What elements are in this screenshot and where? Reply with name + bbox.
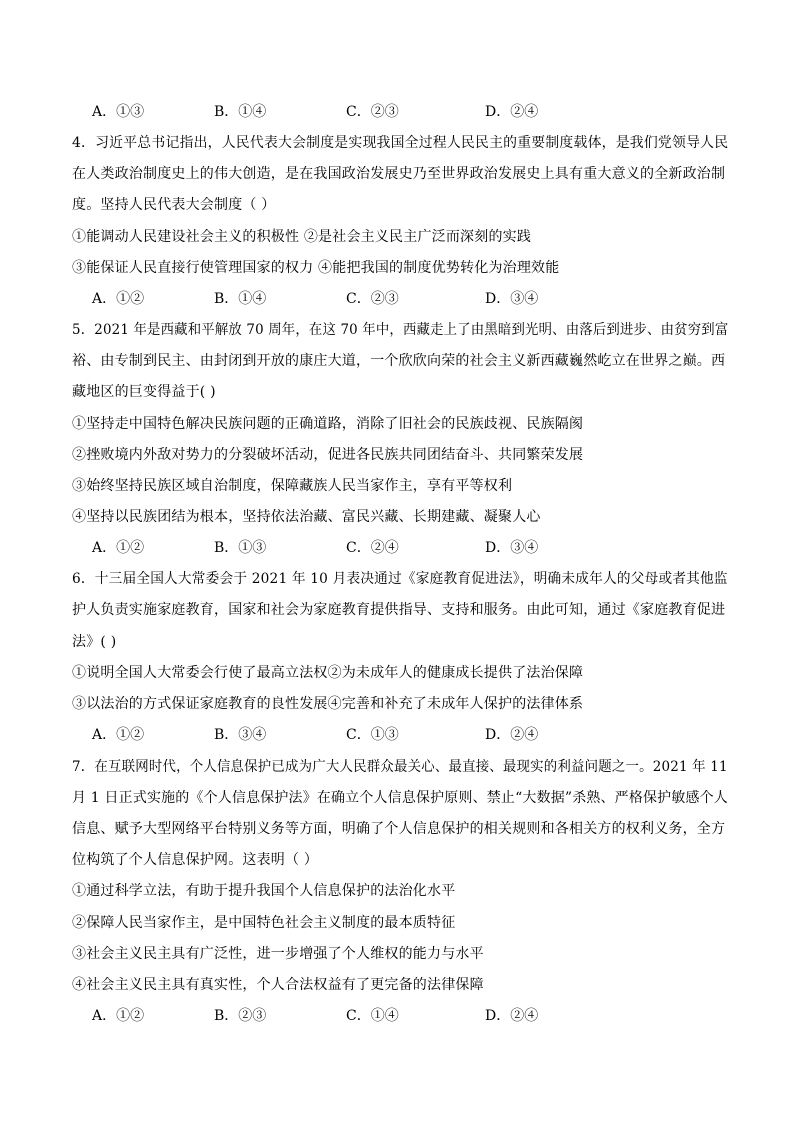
q7-options xyxy=(92,1006,712,1026)
q5-options xyxy=(92,538,712,558)
q7-statement-1: ①通过科学立法，有助于提升我国个人信息保护的法治化水平 xyxy=(72,883,456,899)
q6-statement-line-1: ①说明全国人大常委会行使了最高立法权②为未成年人的健康成长提供了法治保障 xyxy=(72,665,584,681)
q4-option-a: A．①② xyxy=(92,291,145,307)
q7-option-a: A．①② xyxy=(92,1008,145,1024)
q5-statement-3: ③始终坚持民族区域自治制度，保障藏族人民当家作主，享有平等权利 xyxy=(72,478,513,494)
q7-option-c: C．①④ xyxy=(346,1008,399,1024)
q6-option-d: D．②④ xyxy=(485,727,539,743)
q6-option-a: A．①② xyxy=(92,727,145,743)
q4-stem-line-2: 在人类政治制度史上的伟大创造，是在我国政治发展史乃至世界政治发展史上具有重大意义的全新政治制 xyxy=(72,166,726,182)
q6-stem-line-2: 护人负责实施家庭教育，国家和社会为家庭教育提供指导、支持和服务。由此可知，通过《家庭教育促进 xyxy=(72,602,726,618)
q4-statement-line-1: ①能调动人民建设社会主义的积极性 ②是社会主义民主广泛而深刻的实践 xyxy=(72,229,532,245)
q5-option-b: B．①③ xyxy=(214,540,267,556)
q3-option-a: A．①③ xyxy=(92,104,145,120)
q5-option-d: D．③④ xyxy=(485,540,539,556)
q7-statement-4: ④社会主义民主具有真实性，个人合法权益有了更完备的法律保障 xyxy=(72,977,484,993)
q5-option-c: C．②④ xyxy=(346,540,399,556)
q6-option-c: C．①③ xyxy=(346,727,399,743)
q4-stem-line-3: 度。坚持人民代表大会制度（ ） xyxy=(72,197,276,213)
q4-stem-line-1: 4．习近平总书记指出，人民代表大会制度是实现我国全过程人民民主的重要制度载体，是我们党领导人民 xyxy=(72,135,729,151)
q5-option-a: A．①② xyxy=(92,540,145,556)
q5-statement-2: ②挫败境内外敌对势力的分裂破坏活动，促进各民族共同团结奋斗、共同繁荣发展 xyxy=(72,447,584,463)
q7-option-d: D．②④ xyxy=(485,1008,539,1024)
q3-option-d: D．②④ xyxy=(485,104,539,120)
q7-statement-3: ③社会主义民主具有广泛性，进一步增强了个人维权的能力与水平 xyxy=(72,946,484,962)
q7-stem-line-2: 月 1 日正式实施的《个人信息保护法》在确立个人信息保护原则、禁止“大数据”杀熟、严格保护敏感个人 xyxy=(72,790,728,806)
q7-stem-line-4: 位构筑了个人信息保护网。这表明（ ） xyxy=(72,852,319,868)
q3-option-c: C．②③ xyxy=(346,104,399,120)
q3-option-b: B．①④ xyxy=(214,104,267,120)
q5-stem-line-1: 5．2021 年是西藏和平解放 70 周年，在这 70 年中，西藏走上了由黑暗到光明、由落后到进步、由贫穷到富 xyxy=(72,322,729,338)
q7-stem-line-3: 信息、赋予大型网络平台特别义务等方面，明确了个人信息保护的相关规则和各相关方的权利义务，全方 xyxy=(72,821,726,837)
q7-statement-2: ②保障人民当家作主，是中国特色社会主义制度的最本质特征 xyxy=(72,915,456,931)
q6-stem-line-1: 6．十三届全国人大常委会于 2021 年 10 月表决通过《家庭教育促进法》，明确未成年人的父母或者其他监 xyxy=(72,571,728,587)
q4-options xyxy=(92,289,712,309)
q5-stem-line-2: 裕、由专制到民主、由封闭到开放的康庄大道，一个欣欣向荣的社会主义新西藏巍然屹立在世界之巅。西 xyxy=(72,353,726,369)
q6-stem-line-3: 法》( ) xyxy=(72,634,117,650)
q3-options xyxy=(92,102,712,122)
q4-option-b: B．①④ xyxy=(214,291,267,307)
q4-statement-line-2: ③能保证人民直接行使管理国家的权力 ④能把我国的制度优势转化为治理效能 xyxy=(72,260,560,276)
q7-option-b: B．②③ xyxy=(214,1008,267,1024)
q6-option-b: B．③④ xyxy=(214,727,267,743)
q6-options xyxy=(92,725,712,745)
q5-statement-1: ①坚持走中国特色解决民族问题的正确道路，消除了旧社会的民族歧视、民族隔阂 xyxy=(72,416,584,432)
q5-stem-line-3: 藏地区的巨变得益于( ) xyxy=(72,384,216,400)
q4-option-c: C．②③ xyxy=(346,291,399,307)
q5-statement-4: ④坚持以民族团结为根本，坚持依法治藏、富民兴藏、长期建藏、凝聚人心 xyxy=(72,509,541,525)
q6-statement-line-2: ③以法治的方式保证家庭教育的良性发展④完善和补充了未成年人保护的法律体系 xyxy=(72,696,584,712)
q4-option-d: D．③④ xyxy=(485,291,539,307)
q7-stem-line-1: 7．在互联网时代，个人信息保护已成为广大人民群众最关心、最直接、最现实的利益问题之一。2021 年 11 xyxy=(72,759,728,775)
